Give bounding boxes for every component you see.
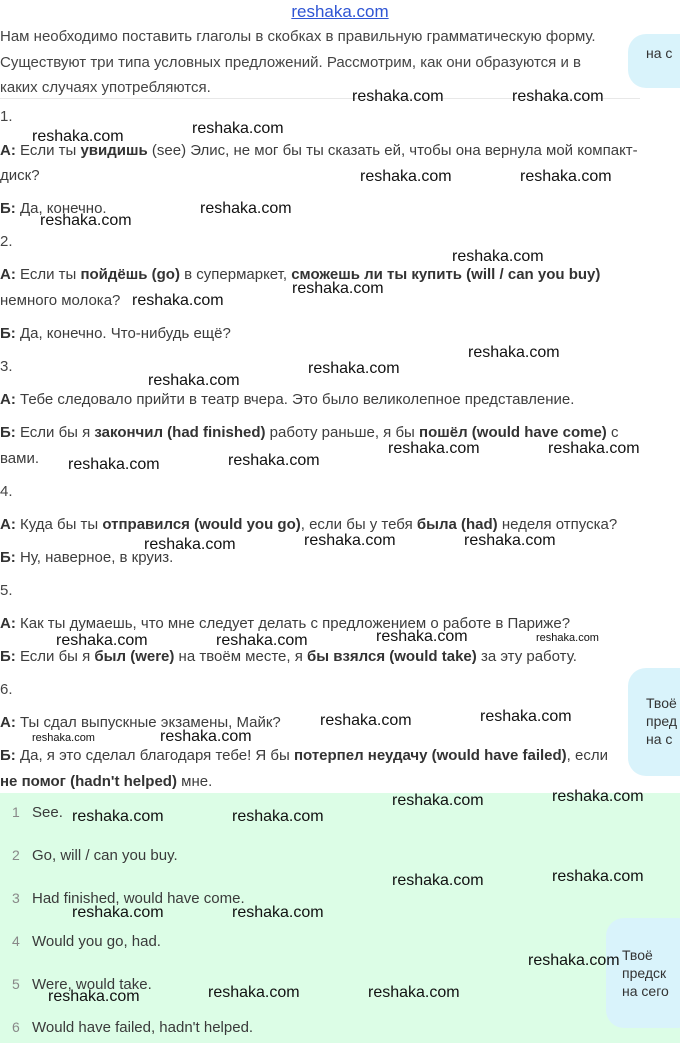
watermark: reshaka.com: [132, 292, 224, 309]
dialogue-2-a: А: Если ты пойдёшь (go) в супермаркет, сможешь ли ты купить (will / can you buy): [0, 266, 601, 283]
watermark: reshaka.com: [40, 212, 132, 229]
watermark: reshaka.com: [228, 452, 320, 469]
watermark: reshaka.com: [304, 532, 396, 549]
watermark: reshaka.com: [452, 248, 544, 265]
watermark: reshaka.com: [392, 792, 484, 809]
watermark: reshaka.com: [528, 952, 620, 969]
watermark: reshaka.com: [160, 728, 252, 745]
dialogue-6-b-cont: не помог (hadn't helped) мне.: [0, 773, 213, 790]
dialogue-5-a: А: Как ты думаешь, что мне следует делать с предложением о работе в Париже?: [0, 615, 571, 632]
dialogue-1-a-cont: диск?: [0, 167, 40, 184]
intro-line-2: Существуют три типа условных предложений. Рассмотрим, как они образуются и в: [0, 53, 581, 71]
dialogue-number: 4.: [0, 483, 13, 500]
watermark: reshaka.com: [512, 88, 604, 105]
watermark: reshaka.com: [552, 868, 644, 885]
promo-bubble-mid-text: Твоё пред на с: [646, 695, 678, 747]
dialogue-3-b-cont: вами.: [0, 450, 40, 467]
watermark: reshaka.com: [392, 872, 484, 889]
watermark: reshaka.com: [32, 732, 95, 744]
watermark: reshaka.com: [208, 984, 300, 1001]
watermark: reshaka.com: [56, 632, 148, 649]
dialogue-number: 5.: [0, 582, 13, 599]
dialogue-4-b: Б: Ну, наверное, в круиз.: [0, 549, 174, 566]
dialogue-4-a: А: Куда бы ты отправился (would you go), если бы у тебя была (had) неделя отпуска?: [0, 516, 618, 533]
watermark: reshaka.com: [552, 788, 644, 805]
dialogue-number: 3.: [0, 358, 13, 375]
dialogue-3-a: А: Тебе следовало прийти в театр вчера. Это было великолепное представление.: [0, 391, 575, 408]
watermark: reshaka.com: [468, 344, 560, 361]
dialogue-2-a-cont: немного молока?: [0, 292, 121, 309]
watermark: reshaka.com: [192, 120, 284, 137]
watermark: reshaka.com: [148, 372, 240, 389]
watermark: reshaka.com: [388, 440, 480, 457]
promo-bubble-bottom-text: Твоё предск на сего: [622, 947, 669, 999]
watermark: reshaka.com: [72, 808, 164, 825]
dialogue-1-a: А: Если ты увидишь (see) Элис, не мог бы ты сказать ей, чтобы она вернула мой компакт-: [0, 142, 638, 159]
promo-bubble-top-text: на с: [646, 45, 673, 61]
watermark: reshaka.com: [32, 128, 124, 145]
intro-line-1: Нам необходимо поставить глаголы в скобках в правильную грамматическую форму.: [0, 28, 596, 45]
watermark: reshaka.com: [72, 904, 164, 921]
watermark: reshaka.com: [308, 360, 400, 377]
dialogue-2-b: Б: Да, конечно. Что-нибудь ещё?: [0, 325, 231, 342]
dialogue-number: 1.: [0, 108, 13, 125]
watermark: reshaka.com: [376, 628, 468, 645]
dialogue-3-b: Б: Если бы я закончил (had finished) работу раньше, я бы пошёл (would have come) с: [0, 424, 619, 441]
watermark: reshaka.com: [48, 988, 140, 1005]
watermark: reshaka.com: [520, 168, 612, 185]
watermark: reshaka.com: [320, 712, 412, 729]
watermark: reshaka.com: [216, 632, 308, 649]
answers-panel: 1 See. 2 Go, will / can you buy. 3 Had finished, would have come. 4 Would you go, had. 5 Were, would take. 6 Would have failed, hadn't helped.: [0, 793, 680, 1043]
site-link[interactable]: reshaka.com: [291, 2, 389, 21]
dialogue-number: 6.: [0, 681, 13, 698]
watermark: reshaka.com: [536, 632, 599, 644]
promo-bubble-bottom[interactable]: [606, 918, 680, 1028]
dialogue-number: 2.: [0, 233, 13, 250]
promo-bubble-mid[interactable]: [628, 668, 680, 776]
watermark: reshaka.com: [360, 168, 452, 185]
watermark: reshaka.com: [68, 456, 160, 473]
watermark: reshaka.com: [292, 280, 384, 297]
dialogue-6-b: Б: Да, я это сделал благодаря тебе! Я бы потерпел неудачу (would have failed), если: [0, 747, 608, 764]
watermark: reshaka.com: [368, 984, 460, 1001]
watermark: reshaka.com: [352, 88, 444, 105]
watermark: reshaka.com: [144, 536, 236, 553]
watermark: reshaka.com: [232, 904, 324, 921]
intro-line-3: каких случаях употребляются.: [0, 79, 211, 96]
watermark: reshaka.com: [200, 200, 292, 217]
watermark: reshaka.com: [480, 708, 572, 725]
dialogue-1-b: Б: Да, конечно.: [0, 200, 107, 217]
watermark: reshaka.com: [232, 808, 324, 825]
dialogue-6-a: А: Ты сдал выпускные экзамены, Майк?: [0, 714, 281, 731]
dialogue-5-b: Б: Если бы я был (were) на твоём месте, я бы взялся (would take) за эту работу.: [0, 648, 577, 665]
watermark: reshaka.com: [464, 532, 556, 549]
watermark: reshaka.com: [548, 440, 640, 457]
promo-bubble-top[interactable]: [628, 34, 680, 88]
